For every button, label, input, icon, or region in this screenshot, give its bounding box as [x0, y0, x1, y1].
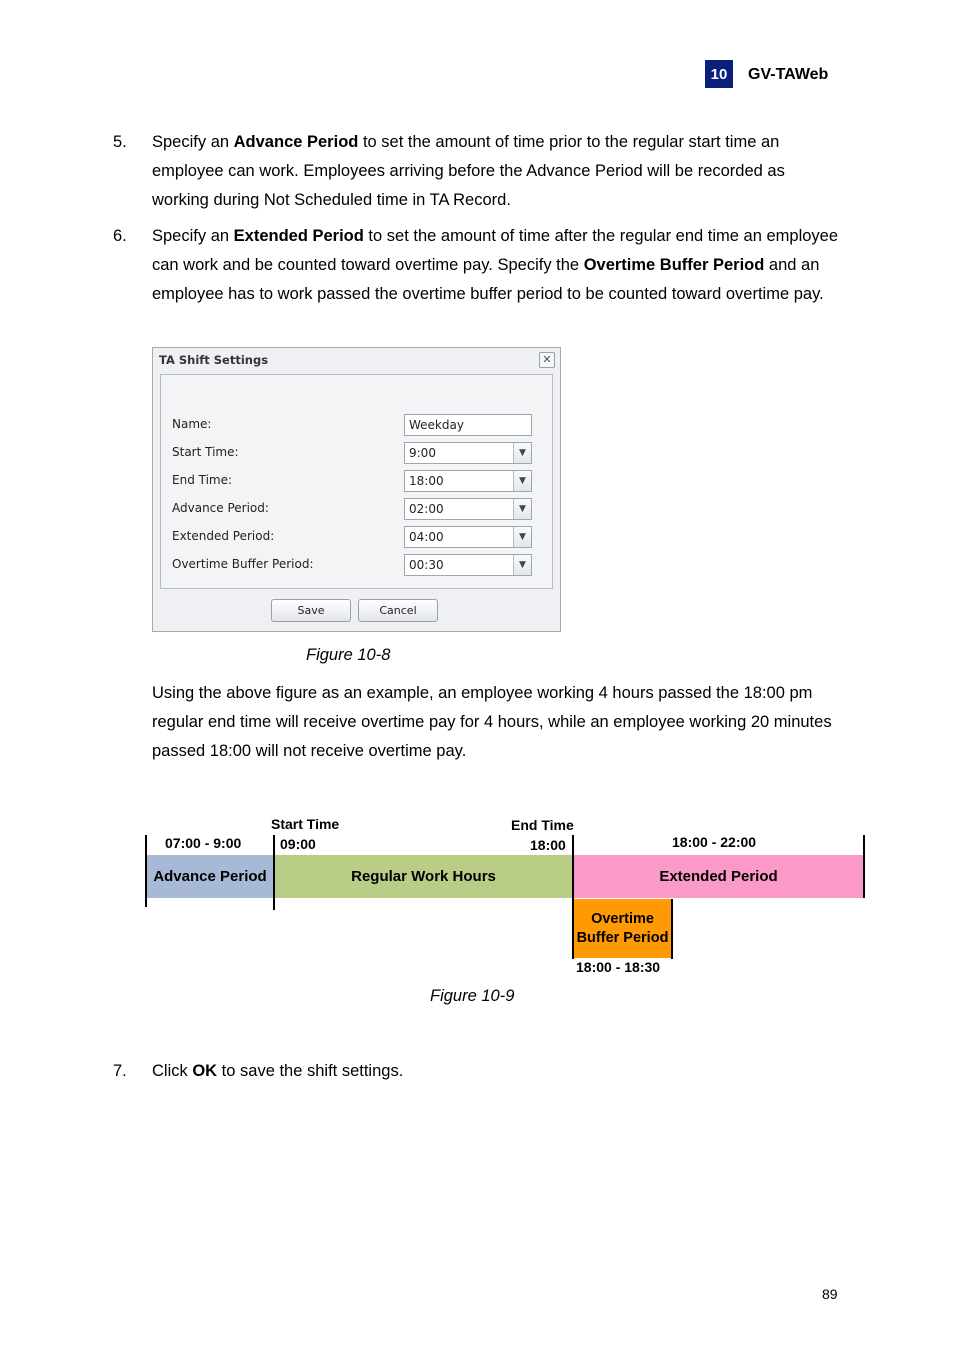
close-icon[interactable]: ✕ — [539, 352, 555, 368]
overtime-buffer-value: 00:30 — [409, 558, 444, 572]
advance-period-label: Advance Period: — [172, 501, 269, 515]
chapter-title: GV-TAWeb — [748, 66, 829, 83]
buffer-end-marker — [671, 899, 673, 959]
extended-range-label: 18:00 - 22:00 — [672, 834, 757, 850]
chevron-down-icon[interactable]: ▼ — [513, 555, 531, 575]
step-6-number: 6. — [113, 227, 127, 245]
chevron-down-icon[interactable]: ▼ — [513, 499, 531, 519]
step-7-number: 7. — [113, 1062, 127, 1080]
end-time-value-label: 18:00 — [530, 837, 566, 853]
step-6-text-a: Specify an — [152, 227, 234, 245]
step-5-text-a: Specify an — [152, 133, 234, 151]
step-7-text — [152, 1057, 842, 1086]
figure-10-8-caption: Figure 10-8 — [306, 646, 391, 664]
step-6-text-c: and an employee has to work passed the overtime buffer period to be counted toward overtime pay. — [152, 256, 824, 303]
end-time-marker — [572, 835, 574, 959]
page-number: 89 — [822, 1286, 838, 1302]
step-5-text-b: to set the amount of time prior to the regular start time an employee can work. Employees arriving before the Advance Period will be recorded as working during Not Scheduled time in TA Record. — [152, 133, 785, 209]
buffer-range-label: 18:00 - 18:30 — [576, 959, 661, 975]
extended-period-select[interactable] — [404, 526, 532, 548]
ok-term: OK — [192, 1062, 218, 1080]
end-time-select[interactable] — [404, 470, 532, 492]
ta-shift-settings-dialog — [152, 347, 561, 632]
chevron-down-icon[interactable]: ▼ — [513, 443, 531, 463]
name-field[interactable]: Weekday — [404, 414, 532, 436]
name-label: Name: — [172, 417, 212, 431]
end-time-label: End Time: — [172, 473, 233, 487]
example-paragraph: Using the above figure as an example, an employee working 4 hours passed the 18:00 pm regular end time will receive overtime pay for 4 hours, while an employee working 20 minutes passed 18:00 will not receive overtime pay. — [152, 684, 832, 760]
advance-range-label: 07:00 - 9:00 — [165, 835, 242, 851]
overtime-buffer-band: Overtime Buffer Period — [573, 899, 672, 958]
overtime-buffer-select[interactable] — [404, 554, 532, 576]
start-time-value: 9:00 — [409, 446, 436, 460]
chevron-down-icon[interactable]: ▼ — [513, 471, 531, 491]
advance-start-marker — [145, 835, 147, 907]
overtime-buffer-term: Overtime Buffer Period — [583, 256, 765, 274]
extended-period-label: Extended Period: — [172, 529, 275, 543]
figure-10-9-caption: Figure 10-9 — [430, 987, 515, 1005]
start-time-label: Start Time: — [172, 445, 239, 459]
extended-period-value: 04:00 — [409, 530, 444, 544]
start-time-marker — [273, 835, 275, 910]
step-7-text-a: Click — [152, 1062, 193, 1080]
save-button[interactable]: Save — [271, 599, 351, 622]
settings-panel — [160, 374, 553, 589]
start-time-heading: Start Time — [271, 816, 340, 832]
step-6-text-b: to set the amount of time after the regular end time an employee can work and be counted toward overtime pay. Specify the — [152, 227, 839, 274]
step-5-text — [152, 128, 842, 215]
chevron-down-icon[interactable]: ▼ — [513, 527, 531, 547]
advance-period-band: Advance Period — [146, 855, 274, 898]
advance-period-select[interactable] — [404, 498, 532, 520]
step-5-number: 5. — [113, 133, 127, 151]
step-7-text-b: to save the shift settings. — [217, 1062, 404, 1080]
start-time-select[interactable] — [404, 442, 532, 464]
chapter-number-badge: 10 — [705, 60, 733, 88]
extended-period-term: Extended Period — [233, 227, 364, 245]
dialog-title: TA Shift Settings — [159, 353, 269, 367]
cancel-button[interactable]: Cancel — [358, 599, 438, 622]
advance-period-value: 02:00 — [409, 502, 444, 516]
end-time-value: 18:00 — [409, 474, 444, 488]
end-time-heading: End Time — [511, 817, 574, 833]
step-6-text — [152, 222, 842, 309]
advance-period-term: Advance Period — [233, 133, 359, 151]
overtime-buffer-label: Overtime Buffer Period: — [172, 557, 314, 571]
start-time-value-label: 09:00 — [280, 836, 316, 852]
extended-end-marker — [863, 835, 865, 898]
extended-period-band: Extended Period — [573, 855, 864, 898]
regular-work-hours-band: Regular Work Hours — [274, 855, 573, 898]
